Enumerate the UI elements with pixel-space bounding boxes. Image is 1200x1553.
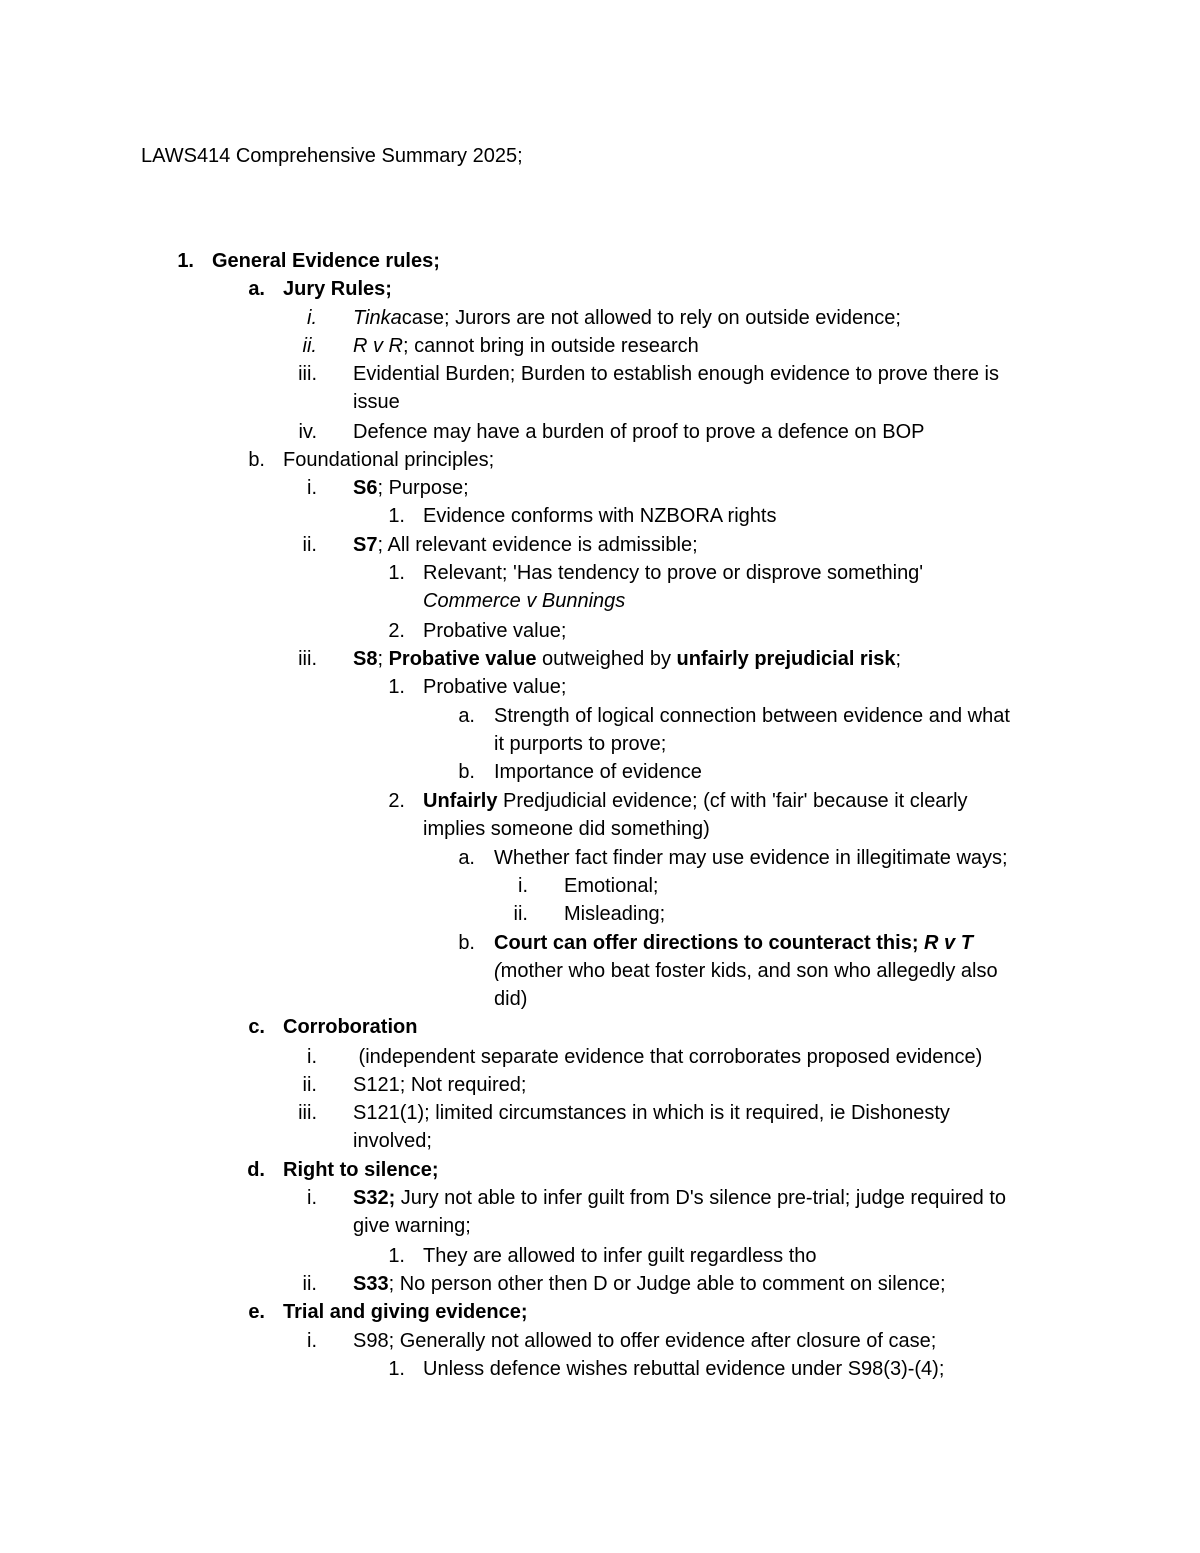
subsection-heading: Corroboration — [283, 1016, 418, 1038]
list-text: They are allowed to infer guilt regardless tho — [423, 1245, 817, 1267]
list-text: issue — [353, 391, 400, 413]
list-marker: i. — [307, 477, 317, 499]
subsection-heading: Trial and giving evidence; — [283, 1301, 528, 1323]
list-marker: i. — [307, 1330, 317, 1352]
list-text: S7; All relevant evidence is admissible; — [353, 531, 698, 559]
subsection-heading: Foundational principles; — [283, 449, 495, 471]
list-text: R v R; cannot bring in outside research — [353, 332, 699, 360]
list-text: Defence may have a burden of proof to prove a defence on BOP — [353, 421, 925, 443]
section-heading: General Evidence rules; — [212, 250, 440, 272]
list-marker: iii. — [298, 648, 317, 670]
list-text: Unfairly Predjudicial evidence; (cf with 'fair' because it clearly — [423, 790, 968, 812]
list-marker: b. — [458, 761, 475, 783]
list-text: S8; Probative value outweighed by unfairly prejudicial risk; — [353, 645, 901, 673]
list-marker: ii. — [302, 1273, 317, 1295]
list-marker: ii. — [513, 903, 528, 925]
list-text: S6; Purpose; — [353, 474, 469, 502]
section-ref: S33 — [353, 1273, 389, 1295]
case-name: Tinka — [353, 307, 402, 329]
list-marker: b. — [248, 449, 265, 471]
section-ref: S8 — [353, 648, 378, 670]
list-text: Tinkacase; Jurors are not allowed to rely on outside evidence; — [353, 304, 901, 332]
list-text: S121(1); limited circumstances in which is it required, ie Dishonesty — [353, 1102, 950, 1124]
list-marker: c. — [248, 1016, 265, 1038]
list-marker: i. — [518, 875, 528, 897]
list-text: Evidence conforms with NZBORA rights — [423, 505, 777, 527]
list-marker: a. — [248, 278, 265, 300]
document-title: LAWS414 Comprehensive Summary 2025; — [141, 145, 523, 167]
list-text: S32; Jury not able to infer guilt from D's silence pre-trial; judge required to — [353, 1184, 1006, 1212]
list-marker: iii. — [298, 1102, 317, 1124]
section-ref: S32; — [353, 1187, 396, 1209]
list-marker: 1. — [177, 250, 194, 272]
list-text: Whether fact finder may use evidence in illegitimate ways; — [494, 847, 1008, 869]
list-text: (independent separate evidence that corroborates proposed evidence) — [353, 1046, 983, 1068]
list-marker: 1. — [388, 1358, 405, 1380]
list-marker: 1. — [388, 562, 405, 584]
list-text: Evidential Burden; Burden to establish enough evidence to prove there is — [353, 363, 999, 385]
list-text: did) — [494, 988, 528, 1010]
list-text: S121; Not required; — [353, 1074, 527, 1096]
list-text: give warning; — [353, 1215, 471, 1237]
list-marker: a. — [458, 847, 475, 869]
list-marker: 2. — [388, 620, 405, 642]
list-text: Strength of logical connection between evidence and what — [494, 705, 1010, 727]
list-text: Emotional; — [564, 875, 659, 897]
list-marker: 1. — [388, 1245, 405, 1267]
list-text: involved; — [353, 1130, 432, 1152]
list-marker: 2. — [388, 790, 405, 812]
section-ref: S6 — [353, 477, 378, 499]
list-text: Court can offer directions to counteract this; R v T — [494, 929, 973, 957]
case-name: Commerce v Bunnings — [423, 590, 626, 612]
subsection-heading: Right to silence; — [283, 1159, 439, 1181]
list-marker: 1. — [388, 676, 405, 698]
list-marker: ii. — [302, 1074, 317, 1096]
list-text: implies someone did something) — [423, 818, 710, 840]
list-marker: d. — [247, 1159, 265, 1181]
list-text: S98; Generally not allowed to offer evidence after closure of case; — [353, 1330, 937, 1352]
list-marker: i. — [307, 1187, 317, 1209]
list-marker: ii. — [302, 335, 317, 357]
list-text: Unless defence wishes rebuttal evidence under S98(3)-(4); — [423, 1358, 945, 1380]
list-marker: i. — [307, 1046, 317, 1068]
list-text: Relevant; 'Has tendency to prove or disprove something' — [423, 562, 924, 584]
list-text: Probative value; — [423, 676, 567, 698]
list-text: Probative value; — [423, 620, 567, 642]
list-marker: a. — [458, 705, 475, 727]
list-marker: ii. — [302, 534, 317, 556]
list-text: Misleading; — [564, 903, 666, 925]
list-text: it purports to prove; — [494, 733, 667, 755]
list-text: S33; No person other then D or Judge able to comment on silence; — [353, 1270, 946, 1298]
list-marker: i. — [307, 307, 317, 329]
list-marker: e. — [248, 1301, 265, 1323]
list-marker: b. — [458, 932, 475, 954]
case-name: R v T — [924, 932, 973, 954]
list-marker: 1. — [388, 505, 405, 527]
list-marker: iii. — [298, 363, 317, 385]
list-text: (mother who beat foster kids, and son who allegedly also — [494, 960, 998, 982]
section-ref: S7 — [353, 534, 378, 556]
list-marker: iv. — [298, 421, 317, 443]
case-name: R v R — [353, 335, 403, 357]
subsection-heading: Jury Rules; — [283, 278, 392, 300]
list-text: Importance of evidence — [494, 761, 702, 783]
